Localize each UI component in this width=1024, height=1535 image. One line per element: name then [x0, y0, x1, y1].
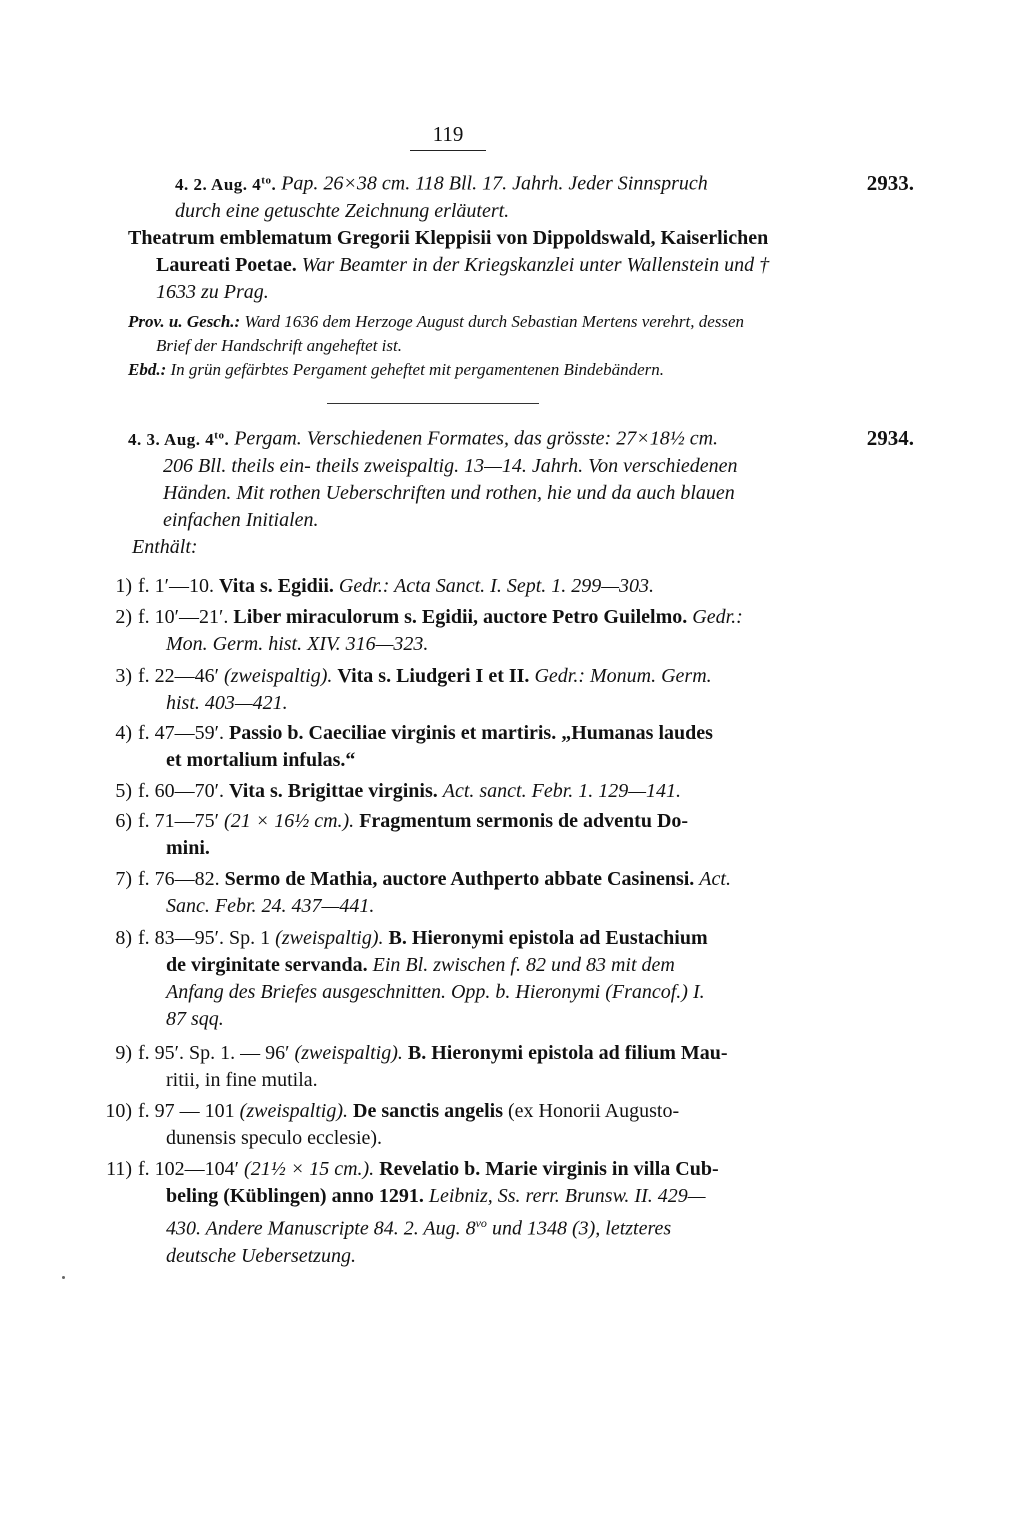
contents-item-text: (zweispaltig). [224, 665, 338, 687]
contents-item-text: f. 76—82. [138, 868, 225, 890]
contents-item-line [138, 690, 790, 717]
contents-item-line [138, 808, 790, 835]
contents-item-line [138, 573, 790, 600]
entry-2933-note: War Beamter in der Kriegskanzlei unter Wallenstein und † 1633 zu Prag. [156, 253, 770, 303]
contents-item-text: Vita s. Brigittae virginis. [229, 780, 443, 802]
contents-item-line [138, 778, 790, 805]
contents-item-line [138, 631, 790, 658]
contents-item [100, 1156, 790, 1270]
contents-item [100, 925, 790, 1033]
contents-item-line [138, 835, 790, 862]
contents-item-text: Ein Bl. zwischen f. 82 und 83 mit dem [372, 954, 675, 976]
contents-item-text: Liber miraculorum s. Egidii, auctore Petro Guilelmo. [233, 606, 693, 628]
contents-item-text: Fragmentum sermonis de adventu Do- [359, 810, 689, 832]
entry-2933-title: Theatrum emblematum Gregorii Kleppisii von Dippoldswald, Kaiserlichen Laureati Poetae. [128, 226, 769, 276]
contents-item-text: 430. Andere Manuscripte 84. 2. Aug. 8 [166, 1217, 476, 1240]
contents-item-text: 87 sqq. [166, 1008, 224, 1030]
entry-2934-description: Pergam. Verschiedenen Formates, das grösste: 27×18½ cm. [234, 427, 719, 450]
contents-item-text: de virginitate servanda. [166, 954, 373, 976]
contents-item-text: f. 1′—10. [138, 575, 220, 597]
contents-item-text: De sanctis angelis [353, 1100, 509, 1122]
contents-item-text: Gedr.: Acta Sanct. I. Sept. 1. 299—303. [338, 575, 655, 597]
contents-item-text: Gedr.: Monum. Germ. [534, 665, 712, 687]
contents-item-text: f. 95′. Sp. 1. — 96′ [138, 1042, 295, 1064]
contents-item-text: Sermo de Mathia, auctore Authperto abbate Casinensi. [224, 868, 700, 890]
contents-item-text: Anfang des Briefes ausgeschnitten. Opp. b. Hieronymi (Francof.) I. [166, 981, 705, 1003]
contents-item-line [138, 925, 790, 952]
entry-2934-description-cont: 206 Bll. theils ein- theils zweispaltig. 13—14. Jahrh. Von verschiedenen Händen. Mit rothen Ueberschriften und rothen, hie und da auch blauen einfachen Initialen. [163, 454, 738, 531]
contents-item-number: 10) [105, 1100, 132, 1122]
contents-item-text: f. 10′—21′. [138, 606, 234, 628]
contents-item-text: (21½ × 15 cm.). [244, 1158, 380, 1180]
contents-item-text: f. 102—104′ [138, 1158, 245, 1180]
contents-item [100, 1098, 790, 1152]
contents-item-text: Revelatio b. Marie virginis in villa Cub- [379, 1158, 719, 1180]
contents-item-text: beling (Küblingen) anno 1291. [166, 1185, 429, 1207]
contents-item-line [138, 1243, 790, 1270]
contents-item-text: ritii, in fine mutila. [166, 1069, 318, 1091]
contents-item-text: Passio b. Caeciliae virginis et martiris. [229, 722, 562, 744]
contents-item-text: (zweispaltig). [239, 1100, 354, 1122]
contents-item [100, 866, 790, 920]
section-separator [327, 403, 539, 404]
contents-item-number: 7) [115, 868, 132, 890]
contents-item-line [138, 1156, 790, 1183]
contents-item-line [138, 1006, 790, 1033]
entry-2934-catalog-number: 2934. [866, 425, 914, 450]
contents-item-text: Act. sanct. Febr. 1. 129—141. [442, 780, 682, 802]
margin-speck [62, 1276, 65, 1279]
contents-item-line [138, 866, 790, 893]
contents-item-text: f. 22—46′ [138, 665, 225, 687]
provenance-label: Prov. u. Gesch.: [128, 311, 241, 331]
contents-item-text: f. 97 — 101 [138, 1100, 240, 1122]
contents-item-number: 3) [115, 665, 132, 687]
contents-item-text: Gedr.: [692, 606, 743, 628]
entry-2933-description-cont: durch eine getuschte Zeichnung erläutert. [175, 199, 510, 222]
contents-item-line [138, 979, 790, 1006]
contents-item-line [138, 720, 790, 747]
contents-item-line [138, 1125, 790, 1152]
page-number-rule [410, 150, 486, 151]
contents-item-text: f. 83—95′. Sp. 1 [138, 927, 276, 949]
contents-item [100, 720, 790, 774]
contents-item-number: 9) [115, 1042, 132, 1064]
contents-item-text: und 1348 (3), letzteres [486, 1217, 672, 1240]
contents-item-text: Leibniz, Ss. rerr. Brunsw. II. 429— [428, 1185, 706, 1207]
contents-item-number: 6) [115, 810, 132, 832]
contents-item-number: 4) [115, 722, 132, 744]
contents-item-line [138, 1183, 790, 1210]
contents-item-number: 11) [106, 1158, 132, 1180]
contents-item [100, 778, 790, 805]
contents-item-text: „Humanas laudes [561, 722, 713, 744]
entry-2933-signature: 4. 2. Aug. $4^{to}$. [175, 174, 277, 194]
entry-2934 [128, 423, 914, 561]
binding-text: In grün gefärbtes Pergament geheftet mit pergamentenen Bindebändern. [170, 359, 665, 379]
contents-item-text: (ex Honorii Augusto- [508, 1100, 680, 1122]
binding-label: Ebd.: [128, 359, 167, 379]
contents-item-text: B. Hieronymi epistola ad filium Mau- [407, 1042, 728, 1064]
contents-item-text: et mortalium infulas.“ [166, 749, 356, 771]
contents-item-line [138, 747, 790, 774]
contents-item [100, 1040, 790, 1094]
entry-2933-title-block [128, 225, 788, 306]
contents-item-text: B. Hieronymi epistola ad Eustachium [388, 927, 708, 949]
entry-2933-catalog-number: 2933. [866, 170, 914, 195]
entry-2933-binding [128, 358, 788, 382]
contents-item-text: Vita s. Egidii. [219, 575, 339, 597]
entry-2934-signature: 4. 3. Aug. $4^{to}$. [128, 429, 230, 449]
contents-item-number: 5) [115, 780, 132, 802]
contents-item-line [138, 1210, 790, 1243]
contents-item-text: deutsche Uebersetzung. [166, 1244, 356, 1267]
contents-item-line [138, 604, 790, 631]
contents-item-line [138, 663, 790, 690]
contents-item-text: Sanc. Febr. 24. 437—441. [166, 895, 375, 917]
contents-item-text: Act. [699, 868, 731, 890]
provenance-text: Ward 1636 dem Herzoge August durch Sebastian Mertens verehrt, dessen Brief der Handschrift angeheftet ist. [156, 311, 745, 355]
entry-2933 [128, 168, 914, 382]
contents-item-text: f. 60—70′. [138, 780, 230, 802]
contents-item-text: (21 × 16½ cm.). [224, 810, 360, 832]
contents-item-number: 2) [115, 606, 132, 628]
contents-item-line [138, 893, 790, 920]
contents-item-number: 1) [115, 575, 132, 597]
contents-item-text: Mon. Germ. hist. XIV. 316—323. [166, 633, 429, 655]
entry-2933-provenance [128, 310, 768, 358]
contents-label: Enthält: [132, 535, 198, 558]
contents-item-text: vo [475, 1216, 487, 1230]
contents-item-line [138, 952, 790, 979]
entry-2933-description: Pap. 26×38 cm. 118 Bll. 17. Jahrh. Jeder Sinnspruch [281, 172, 708, 195]
contents-item-text: mini. [166, 837, 210, 859]
contents-item-text: hist. 403—421. [166, 692, 288, 714]
contents-item-text: f. 71—75′ [138, 810, 225, 832]
contents-item-text: dunensis speculo ecclesie). [166, 1127, 383, 1149]
contents-item-text: (zweispaltig). [294, 1042, 408, 1064]
contents-item-text: Vita s. Liudgeri I et II. [337, 665, 535, 687]
contents-item-number: 8) [115, 927, 132, 949]
contents-item-line [138, 1067, 790, 1094]
page-number: 119 [432, 122, 464, 146]
entry-2934-header [128, 423, 914, 453]
contents-item [100, 604, 790, 658]
contents-item [100, 663, 790, 717]
entry-2933-header [128, 168, 914, 198]
contents-item-text: (zweispaltig). [275, 927, 389, 949]
contents-item-text: f. 47—59′. [138, 722, 230, 744]
contents-item [100, 808, 790, 862]
contents-item [100, 573, 790, 600]
contents-item-line [138, 1040, 790, 1067]
contents-item-line [138, 1098, 790, 1125]
